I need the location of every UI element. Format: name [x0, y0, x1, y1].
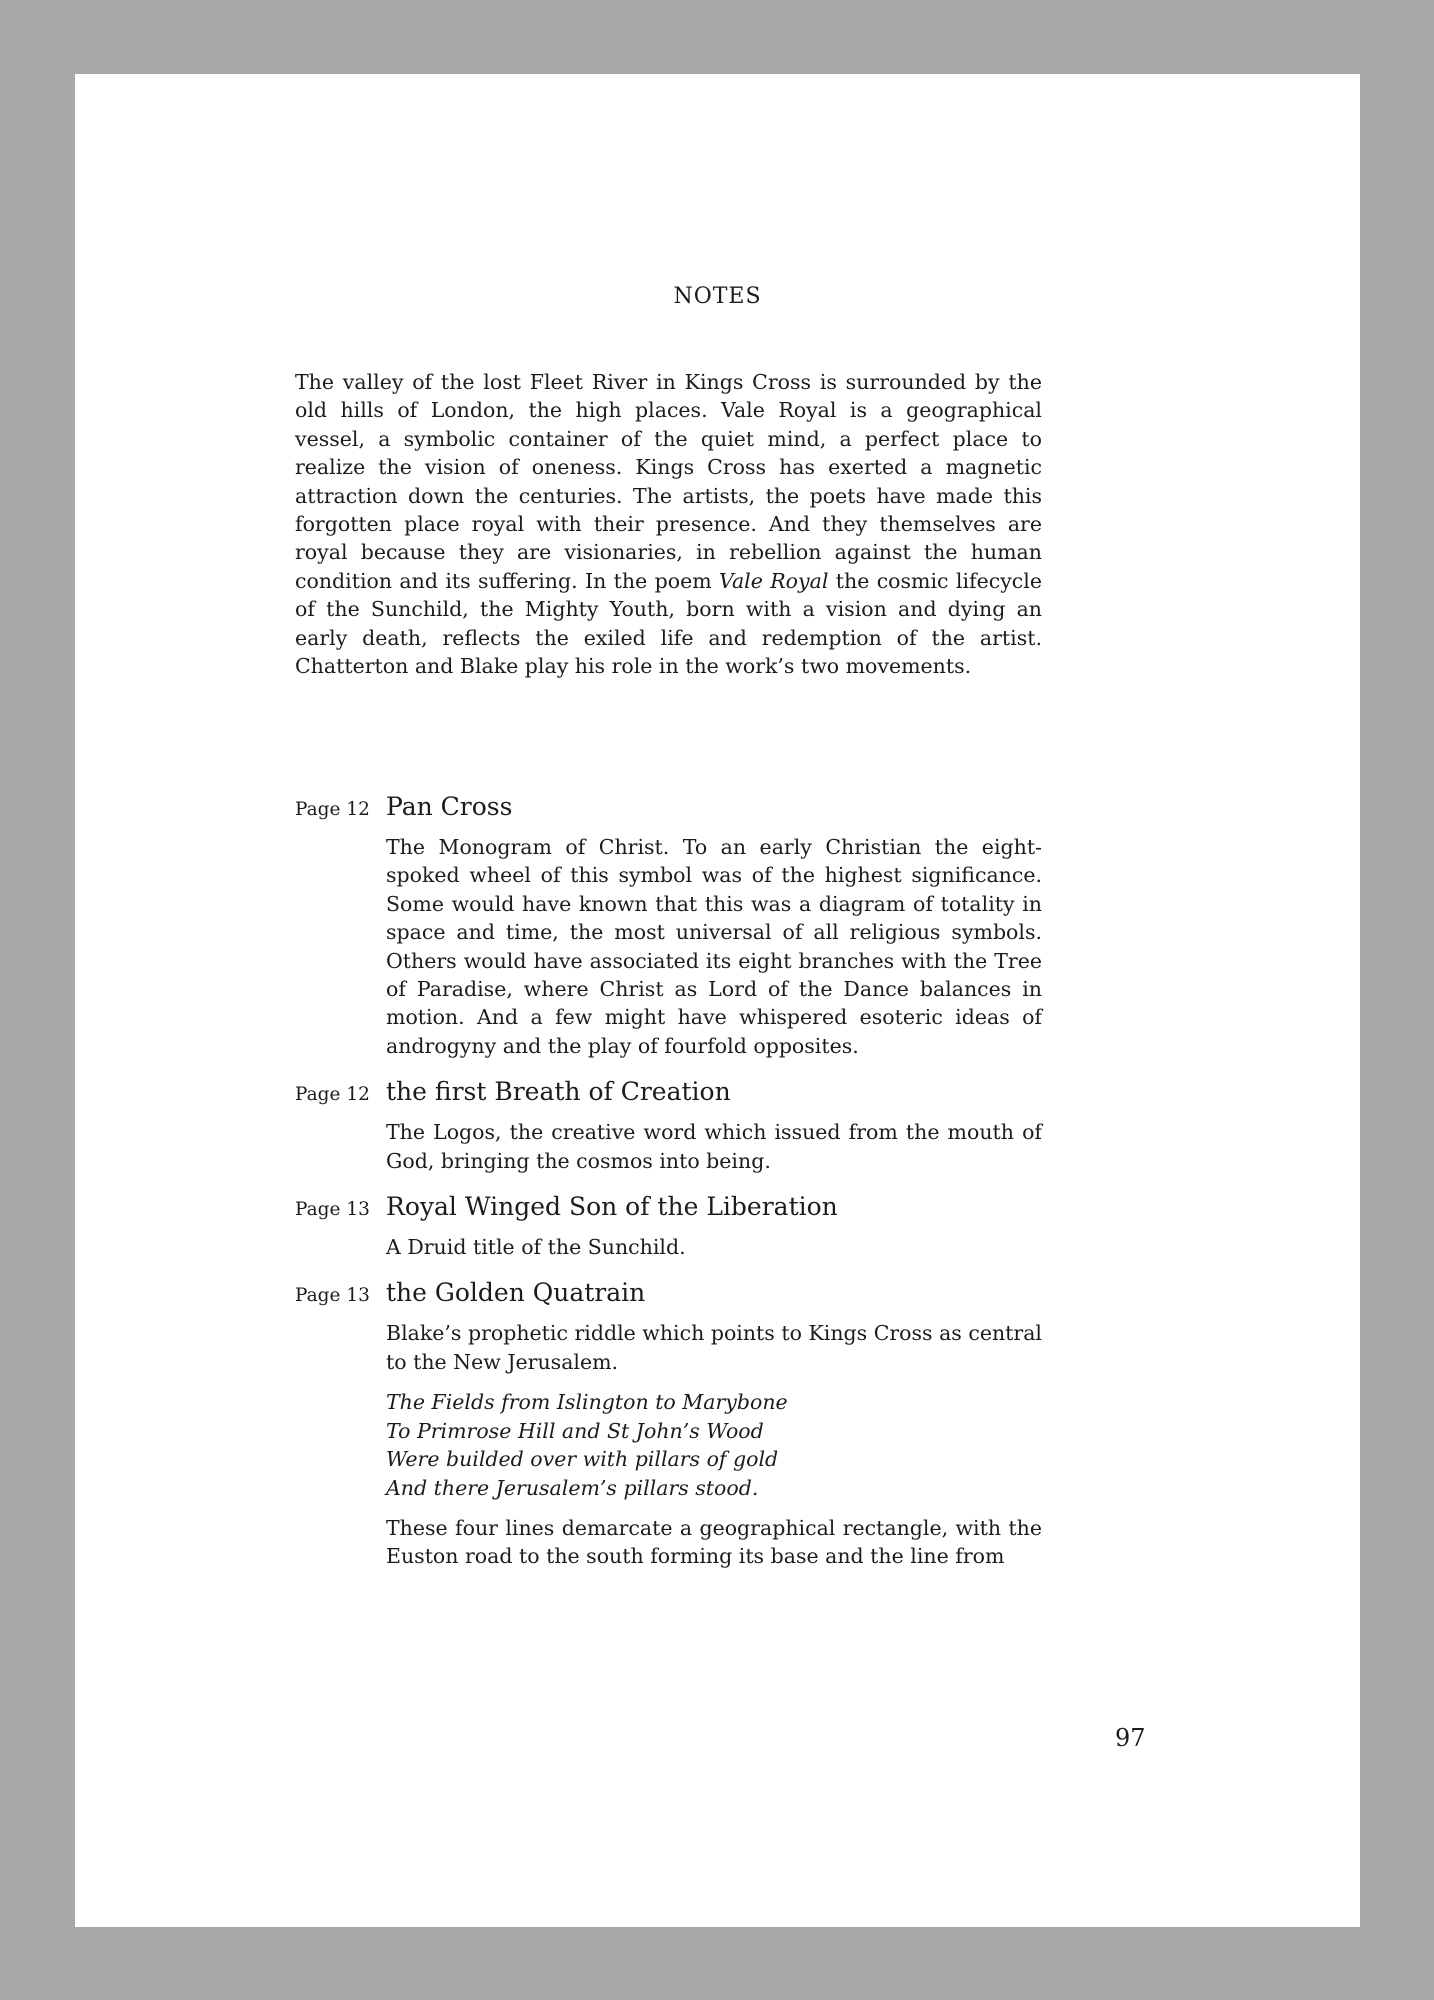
- note-title: Pan Cross: [386, 792, 513, 821]
- note-header: [295, 1074, 1042, 1110]
- note-text-continued: These four lines demarcate a geographical rectangle, with the Euston road to the south forming its base and the line from: [386, 1515, 1042, 1569]
- intro-text-end: the cosmic lifecycle of the Sunchild, the Mighty Youth, born with a vision and dying an early death, reflects the exiled life and redemption of the artist. Chatterton and Blake play his role in the work’s two movements.: [295, 568, 1042, 679]
- note-item: [295, 1189, 1042, 1261]
- note-page-ref: Page 13: [295, 1285, 370, 1307]
- note-text: The Logos, the creative word which issued from the mouth of God, bringing the cosmos into being.: [386, 1120, 1042, 1173]
- note-title: the Golden Quatrain: [386, 1278, 646, 1308]
- note-body: [386, 1233, 1042, 1261]
- note-header: [295, 789, 1042, 825]
- page-number: 97: [1115, 1724, 1146, 1752]
- verse-line: The Fields from Islington to Marybone: [386, 1390, 788, 1415]
- verse-line: Were builded over with pillars of gold: [386, 1447, 779, 1472]
- note-title: Royal Winged Son of the Liberation: [386, 1192, 838, 1222]
- note-header: [295, 1189, 1042, 1225]
- page-heading: NOTES: [673, 284, 762, 309]
- note-item: [295, 789, 1042, 1060]
- note-body: [386, 833, 1042, 1060]
- note-text: A Druid title of the Sunchild.: [386, 1235, 686, 1260]
- note-text: Blake’s prophetic riddle which points to Kings Cross as central to the New Jerusalem.: [386, 1321, 1042, 1374]
- note-header: [295, 1275, 1042, 1311]
- note-page-ref: Page 12: [295, 1084, 370, 1106]
- note-item: [295, 1074, 1042, 1175]
- note-page-ref: Page 12: [295, 799, 370, 820]
- book-page: [75, 74, 1360, 1927]
- note-title: the first Breath of Creation: [386, 1077, 731, 1107]
- intro-italic-title: Vale Royal: [719, 568, 829, 593]
- verse-line: To Primrose Hill and St John’s Wood: [386, 1418, 764, 1443]
- intro-paragraph: [295, 368, 1042, 680]
- verse-quatrain: [386, 1388, 1042, 1502]
- notes-list: [295, 789, 1042, 1585]
- intro-text-start: The valley of the lost Fleet River in Kings Cross is surrounded by the old hills of London, the high places. Vale Royal is a geographical vessel, a symbolic container of the quiet mind, a perfect place to realize the vision of oneness. Kings Cross has exerted a magnetic attraction down the centuries. The artists, the poets have made this forgotten place royal with their presence. And they themselves are royal because they are visionaries, in rebellion against the human condition and its suffering. In the poem: [295, 370, 1042, 593]
- note-body: [386, 1118, 1042, 1175]
- note-item: [295, 1275, 1042, 1570]
- note-text: The Monogram of Christ. To an early Christian the eight-spoked wheel of this symbol was of the highest significance. Some would have known that this was a diagram of totality in space and time, the most universal of all religious symbols. Others would have associated its eight branches with the Tree of Paradise, where Christ as Lord of the Dance balances in motion. And a few might have whispered esoteric ideas of androgyny and the play of fourfold opposites.: [386, 835, 1042, 1058]
- note-page-ref: Page 13: [295, 1199, 370, 1221]
- note-body: [386, 1319, 1042, 1570]
- verse-line: And there Jerusalem’s pillars stood.: [386, 1475, 759, 1500]
